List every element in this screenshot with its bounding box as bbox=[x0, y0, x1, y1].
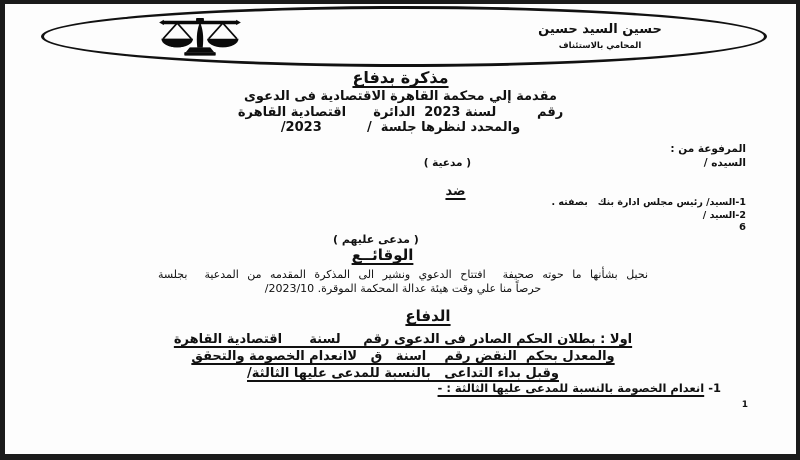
versus-label: ضد bbox=[445, 184, 466, 199]
plaintiff-prefix: السيده / bbox=[703, 157, 746, 169]
memo-title-block bbox=[5, 68, 796, 136]
facts-heading: الوقائــع bbox=[351, 246, 414, 264]
memo-intro-line: رقم لسنة 2023 الدائرة اقتصادية القاهرة bbox=[237, 104, 564, 120]
facts-line: نحيل بشأنها ما حوته صحيفة افتتاح الدعوي ونشير الى المذكرة المقدمه من المدعية بجلسة bbox=[157, 268, 649, 281]
defendant-item: 2-السيد / bbox=[702, 209, 746, 221]
defense-line: اولا : بطلان الحكم الصادر فى الدعوى رقم لسنة اقتصادية القاهرة bbox=[173, 332, 633, 347]
memo-document bbox=[5, 4, 796, 454]
memo-title: مذكرة بدفاع bbox=[352, 68, 449, 87]
scales-of-justice-icon bbox=[144, 16, 256, 60]
memo-intro-line: مقدمة إلي محكمة القاهرة الاقتصادية فى الدعوى bbox=[244, 89, 557, 104]
defendants-role-label: ( مدعى عليهم ) bbox=[333, 233, 419, 246]
filed-by-section bbox=[60, 142, 746, 170]
defense-body bbox=[60, 331, 746, 382]
plaintiff-line bbox=[60, 156, 746, 170]
defense-line: والمعدل بحكم النقض رقم اسنة ق لاانعدام الخصومة والتحقق bbox=[191, 349, 615, 364]
defendants-list bbox=[60, 197, 746, 233]
letterhead bbox=[41, 6, 767, 67]
defendant-item: 1-السيد/ رئيس مجلس ادارة بنك بصفته . bbox=[551, 197, 746, 208]
plaintiff-role: ( مدعية ) bbox=[423, 157, 471, 169]
stray-digit: 6 bbox=[739, 222, 746, 233]
lawyer-name: حسين السيد حسين bbox=[538, 22, 662, 37]
facts-line: حرصاً منا علي وقت هيئة عدالة المحكمة الموقرة. ‎/2023/10 bbox=[264, 281, 542, 295]
defense-line: وقبل بداء التداعى بالنسبة للمدعى عليها الثالثة/ bbox=[247, 366, 559, 381]
memo-intro-line: والمحدد لنظرها جلسة / ‎/2023 bbox=[280, 120, 521, 135]
lawyer-identity bbox=[506, 22, 694, 51]
filed-by-label: المرفوعة من : bbox=[670, 143, 746, 155]
defense-heading: الدفاع bbox=[405, 307, 451, 325]
page-number: 1 bbox=[741, 400, 748, 410]
sub-point-text: انعدام الخصومة بالنسبة للمدعى عليها الثالثة : - bbox=[437, 381, 705, 395]
defense-sub-point bbox=[60, 381, 721, 395]
lawyer-title: المحامي بالاستئناف bbox=[558, 41, 642, 51]
sub-point-number: 1- bbox=[708, 381, 721, 395]
facts-body bbox=[60, 268, 746, 295]
